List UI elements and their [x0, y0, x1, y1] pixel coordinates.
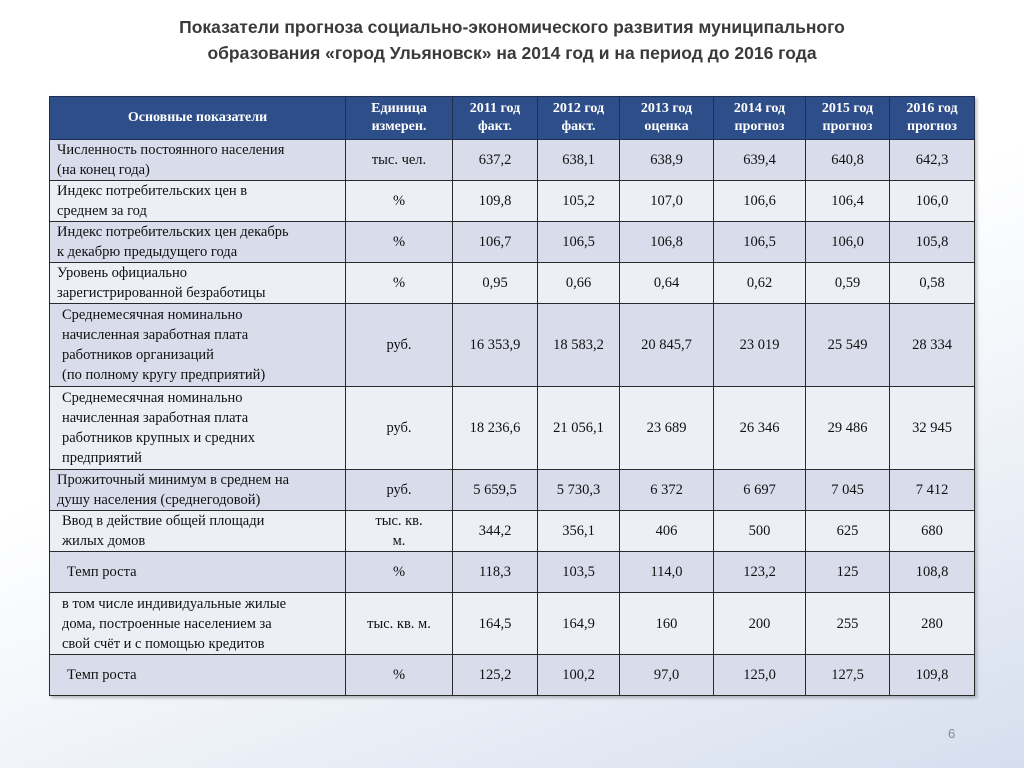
- value-cell: 18 236,6: [453, 387, 538, 470]
- unit-line: руб.: [386, 337, 412, 353]
- value-cell: 637,2: [453, 140, 538, 181]
- value-cell: 5 659,5: [453, 470, 538, 511]
- value-cell: 0,59: [806, 263, 890, 304]
- column-header-line: факт.: [561, 119, 596, 134]
- value-cell: 638,1: [538, 140, 620, 181]
- value-cell: 164,9: [538, 593, 620, 655]
- slide-title-line-2: образования «город Ульяновск» на 2014 год и на период до 2016 года: [207, 43, 817, 63]
- column-header: [453, 97, 538, 140]
- value-cell: 109,8: [890, 655, 975, 696]
- value-cell: 106,5: [538, 222, 620, 263]
- column-header-line: 2011 год: [469, 101, 521, 116]
- value-cell: 6 697: [714, 470, 806, 511]
- unit-line: руб.: [386, 482, 412, 498]
- value-cell: 680: [890, 511, 975, 552]
- column-header: [346, 97, 453, 140]
- unit-cell: [346, 655, 453, 696]
- indicator-cell: [50, 304, 346, 387]
- indicator-label-line: (на конец года): [57, 162, 150, 178]
- column-header: [890, 97, 975, 140]
- value-cell: 23 689: [620, 387, 714, 470]
- indicator-cell: [50, 511, 346, 552]
- value-cell: 638,9: [620, 140, 714, 181]
- unit-line: м.: [392, 533, 406, 549]
- unit-cell: [346, 222, 453, 263]
- indicator-label-line: Темп роста: [67, 564, 137, 580]
- value-cell: 0,95: [453, 263, 538, 304]
- table-row: [50, 181, 975, 222]
- column-header: [538, 97, 620, 140]
- value-cell: 29 486: [806, 387, 890, 470]
- table-row: [50, 552, 975, 593]
- unit-cell: [346, 511, 453, 552]
- value-cell: 118,3: [453, 552, 538, 593]
- unit-cell: [346, 387, 453, 470]
- table-row: [50, 511, 975, 552]
- value-cell: 0,64: [620, 263, 714, 304]
- table-row: [50, 387, 975, 470]
- indicator-label-line: Среднемесячная номинально: [62, 390, 243, 406]
- indicator-label-line: (по полному кругу предприятий): [62, 367, 266, 383]
- table-row: [50, 304, 975, 387]
- unit-line: руб.: [386, 420, 412, 436]
- value-cell: 109,8: [453, 181, 538, 222]
- indicator-label-line: предприятий: [62, 450, 142, 466]
- indicator-label-line: Уровень официально: [57, 265, 188, 281]
- unit-cell: [346, 593, 453, 655]
- indicator-cell: [50, 552, 346, 593]
- indicator-label-line: работников организаций: [62, 347, 214, 363]
- unit-cell: [346, 263, 453, 304]
- indicator-label-line: Индекс потребительских цен в: [57, 183, 248, 199]
- value-cell: 106,8: [620, 222, 714, 263]
- unit-line: тыс. чел.: [371, 152, 427, 168]
- unit-line: тыс. кв.: [375, 513, 423, 529]
- unit-line: %: [392, 234, 406, 250]
- page-number: 6: [948, 726, 956, 741]
- value-cell: 103,5: [538, 552, 620, 593]
- value-cell: 7 045: [806, 470, 890, 511]
- value-cell: 20 845,7: [620, 304, 714, 387]
- column-header-line: 2014 год: [733, 101, 786, 116]
- column-header-line: 2013 год: [640, 101, 693, 116]
- value-cell: 5 730,3: [538, 470, 620, 511]
- indicator-label-line: в том числе индивидуальные жилые: [62, 595, 287, 612]
- indicator-cell: [50, 470, 346, 511]
- table-row: [50, 470, 975, 511]
- value-cell: 100,2: [538, 655, 620, 696]
- value-cell: 127,5: [806, 655, 890, 696]
- indicator-label-line: Численность постоянного населения: [57, 142, 285, 158]
- unit-line: %: [392, 275, 406, 291]
- table-body: [50, 140, 975, 696]
- value-cell: 23 019: [714, 304, 806, 387]
- indicator-cell: [50, 387, 346, 470]
- value-cell: 280: [890, 593, 975, 655]
- column-header-line: 2015 год: [821, 101, 874, 116]
- indicator-cell: [50, 140, 346, 181]
- slide-title: [60, 14, 964, 66]
- indicator-cell: [50, 655, 346, 696]
- table-row: [50, 655, 975, 696]
- value-cell: 28 334: [890, 304, 975, 387]
- table-row: [50, 263, 975, 304]
- indicator-label-line: дома, построенные населением за: [62, 615, 272, 632]
- value-cell: 123,2: [714, 552, 806, 593]
- value-cell: 344,2: [453, 511, 538, 552]
- unit-line: %: [392, 564, 406, 580]
- unit-cell: [346, 552, 453, 593]
- table-row: [50, 222, 975, 263]
- value-cell: 105,8: [890, 222, 975, 263]
- indicator-label-line: работников крупных и средних: [62, 430, 255, 446]
- column-header-line: Единица: [371, 101, 427, 116]
- column-header-line: 2016 год: [906, 101, 958, 116]
- value-cell: 106,0: [806, 222, 890, 263]
- value-cell: 164,5: [453, 593, 538, 655]
- value-cell: 356,1: [538, 511, 620, 552]
- indicator-label-line: Индекс потребительских цен декабрь: [57, 224, 289, 240]
- indicator-label-line: зарегистрированной безработицы: [57, 285, 266, 301]
- value-cell: 0,58: [890, 263, 975, 304]
- indicator-label-line: среднем за год: [57, 203, 147, 219]
- column-header-line: измерен.: [371, 119, 427, 134]
- column-header-line: прогноз: [907, 119, 957, 134]
- value-cell: 114,0: [620, 552, 714, 593]
- unit-line: %: [392, 667, 406, 683]
- unit-cell: [346, 140, 453, 181]
- table-row: [50, 140, 975, 181]
- column-header-line: прогноз: [734, 119, 785, 134]
- column-header-line: прогноз: [822, 119, 873, 134]
- value-cell: 640,8: [806, 140, 890, 181]
- unit-cell: [346, 470, 453, 511]
- value-cell: 106,0: [890, 181, 975, 222]
- value-cell: 625: [806, 511, 890, 552]
- value-cell: 26 346: [714, 387, 806, 470]
- value-cell: 97,0: [620, 655, 714, 696]
- indicator-label-line: Ввод в действие общей площади: [62, 513, 265, 529]
- unit-cell: [346, 181, 453, 222]
- value-cell: 16 353,9: [453, 304, 538, 387]
- column-header-line: 2012 год: [552, 101, 605, 116]
- value-cell: 125,2: [453, 655, 538, 696]
- indicator-cell: [50, 222, 346, 263]
- indicator-label-line: к декабрю предыдущего года: [57, 244, 238, 260]
- column-header: [714, 97, 806, 140]
- column-header-line: факт.: [477, 119, 513, 134]
- indicator-label-line: начисленная заработная плата: [62, 327, 249, 343]
- value-cell: 106,6: [714, 181, 806, 222]
- value-cell: 25 549: [806, 304, 890, 387]
- indicator-cell: [50, 181, 346, 222]
- indicator-label-line: Среднемесячная номинально: [62, 307, 243, 323]
- indicator-label-line: начисленная заработная плата: [62, 410, 249, 426]
- value-cell: 255: [806, 593, 890, 655]
- value-cell: 106,7: [453, 222, 538, 263]
- value-cell: 108,8: [890, 552, 975, 593]
- value-cell: 6 372: [620, 470, 714, 511]
- indicator-label-line: Прожиточный минимум в среднем на: [57, 472, 290, 488]
- value-cell: 18 583,2: [538, 304, 620, 387]
- indicator-label-line: душу населения (среднегодовой): [57, 492, 261, 508]
- value-cell: 160: [620, 593, 714, 655]
- unit-line: тыс. кв. м.: [367, 615, 431, 632]
- value-cell: 406: [620, 511, 714, 552]
- column-header-line: оценка: [644, 119, 689, 134]
- indicator-label-line: Темп роста: [67, 667, 137, 683]
- value-cell: 107,0: [620, 181, 714, 222]
- value-cell: 125: [806, 552, 890, 593]
- table-row: [50, 593, 975, 655]
- table-header-row: [50, 97, 975, 140]
- value-cell: 21 056,1: [538, 387, 620, 470]
- indicator-label-line: свой счёт и с помощью кредитов: [62, 635, 265, 652]
- column-header: [50, 97, 346, 140]
- value-cell: 639,4: [714, 140, 806, 181]
- indicator-cell: [50, 593, 346, 655]
- value-cell: 105,2: [538, 181, 620, 222]
- value-cell: 106,4: [806, 181, 890, 222]
- value-cell: 32 945: [890, 387, 975, 470]
- indicator-cell: [50, 263, 346, 304]
- value-cell: 7 412: [890, 470, 975, 511]
- column-header-line: Основные показатели: [127, 110, 268, 125]
- value-cell: 642,3: [890, 140, 975, 181]
- value-cell: 0,66: [538, 263, 620, 304]
- column-header: [620, 97, 714, 140]
- value-cell: 200: [714, 593, 806, 655]
- column-header: [806, 97, 890, 140]
- indicator-label-line: жилых домов: [62, 533, 146, 549]
- unit-line: %: [392, 193, 406, 209]
- value-cell: 500: [714, 511, 806, 552]
- forecast-table: [49, 96, 975, 696]
- slide-title-line-1: Показатели прогноза социально-экономического развития муниципального: [179, 17, 845, 37]
- value-cell: 106,5: [714, 222, 806, 263]
- value-cell: 125,0: [714, 655, 806, 696]
- unit-cell: [346, 304, 453, 387]
- value-cell: 0,62: [714, 263, 806, 304]
